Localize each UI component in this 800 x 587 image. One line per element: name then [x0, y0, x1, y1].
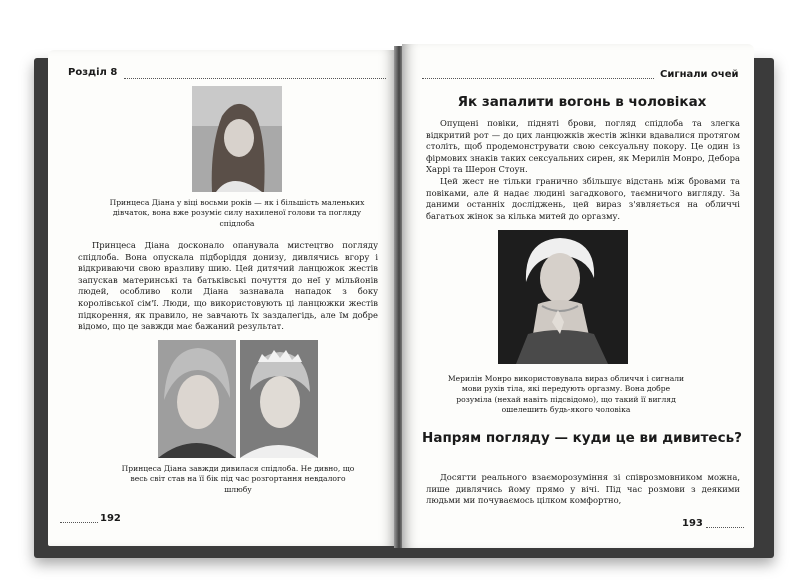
page-number-right: 193	[682, 518, 703, 529]
footer-rule	[706, 527, 744, 528]
footer-rule	[60, 522, 98, 523]
left-page	[48, 50, 396, 546]
diana-tiara-photo	[240, 340, 318, 458]
caption-diana-look: Принцеса Діана завжди дивилася спідлоба. Не дивно, що весь світ став на її бік під час розгортання невдалого шлюбу	[121, 464, 355, 494]
heading-gaze-direction: Напрям погляду — куди це ви дивитесь?	[422, 430, 742, 446]
paragraph-3: Досягти реального взаєморозуміння зі співрозмовником можна, лише дивлячись йому прямо у вічі. Під час розмови з деякими людьми ми почуваємось цілком комфортно,	[426, 472, 740, 506]
paragraph-2: Цей жест не тільки гранично збільшує відстань між бровами та повіками, але й надає людині загадкового, таємничого вигляду. За даними останніх досліджень, цей вираз з'являється на обличчі багатьох жінок за кілька митей до оргазму.	[426, 175, 740, 221]
body-text-left	[78, 240, 378, 350]
page-number-left: 192	[100, 513, 121, 524]
header-rule	[422, 78, 654, 79]
paragraph-1: Опущені повіки, підняті брови, погляд спідлоба та злегка відкритий рот — до цих ланцюжків жестів жінки вдавалися протягом століть, щоб продемонструвати свою сексуальну покору. Це один із фірмових знаків таких сексуальних сирен, як Мерилін Монро, Дебора Харрі та Шерон Стоун.	[426, 118, 740, 175]
body-text-right-bottom	[426, 472, 740, 507]
marilyn-monroe-photo	[498, 230, 628, 364]
right-page	[402, 44, 754, 548]
diana-portrait-photo	[158, 340, 236, 458]
body-paragraph: Принцеса Діана досконало опанувала мистецтво погляду спідлоба. Вона опускала підборіддя донизу, дивлячись вгору і відкриваючи свою вразливу шию. Цей дитячий ланцюжок жестів запускав материнські та батьківські почуття до неї у мільйонів людей, особливо коли Діана зазнавала нападок з боку королівської сім'ї. Люди, що використовують ці ланцюжки жестів підкорення, як правило, не завчають їх заздалегідь, але їм добре відомо, що це завжди має бажаний результат.	[78, 240, 378, 332]
caption-marilyn: Мерилін Монро використовувала вираз обличчя і сигнали мови рухів тіла, які передують оргазму. Вона добре розуміла (нехай навіть підсвідомо), що такий її вигляд ошелешить будь-якого чоловіка	[447, 374, 685, 415]
running-head-right: Сигнали очей	[660, 69, 739, 80]
caption-young-diana: Принцеса Діана у віці восьми років — як і більшість маленьких дівчаток, вона вже розуміє силу нахиленої голови та погляду спідлоба	[109, 198, 365, 228]
young-diana-photo	[192, 86, 282, 192]
body-text-right	[426, 118, 740, 222]
running-head-left: Розділ 8	[68, 67, 118, 78]
heading-ignite: Як запалити вогонь в чоловіках	[457, 94, 707, 110]
header-rule	[124, 78, 386, 79]
